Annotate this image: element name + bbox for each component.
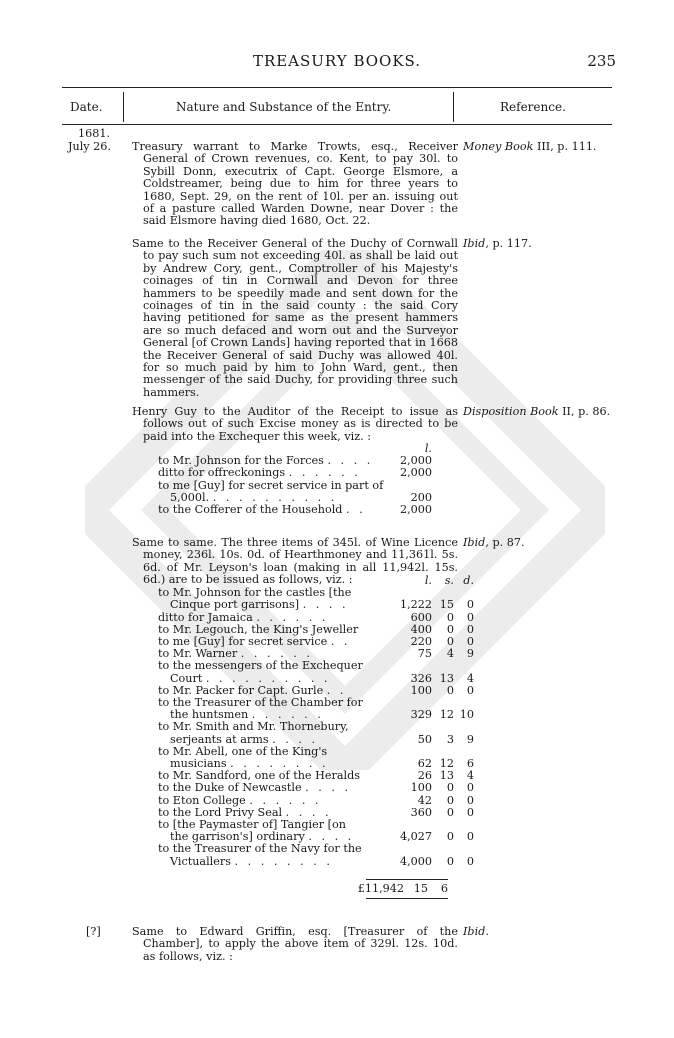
account-item-pounds: 200 xyxy=(410,490,432,504)
account-item-pence: 0 xyxy=(466,598,474,612)
account-item-pence: 9 xyxy=(466,732,474,746)
entry-1-text: Treasury warrant to Marke Trowts, esq., Receiver General of Crown revenues, co. Kent, to pay 30l. to Sybill Donn, executrix of Capt. George Elsmore, a Coldstreamer, being due to him for three years to 1680, Sept. 29, on the rent of 10l. per an. issuing out of a pasture called Warden Downe, near Dover : the said Elsmore having died 1680, Oct. 22. xyxy=(132,140,458,228)
account-item-pounds: 42 xyxy=(417,793,432,807)
account-item-pence: 9 xyxy=(466,647,474,661)
account-item-pence xyxy=(454,660,474,672)
account-row xyxy=(158,504,432,516)
account-item-shillings: 12 xyxy=(439,757,454,771)
column-head-rule xyxy=(62,124,612,125)
account-item-label xyxy=(158,856,390,868)
entry-1-date: July 26. xyxy=(68,140,111,153)
account-item-text: Cinque port garrisons] xyxy=(170,598,300,612)
account-item-shillings: 0 xyxy=(446,793,454,807)
account-item-shillings: 0 xyxy=(446,622,454,636)
entry-5-reference xyxy=(463,926,489,938)
account-item-text: to Mr. Johnson for the Forces xyxy=(158,454,324,468)
entry-3-reference xyxy=(463,406,610,418)
entry-3-reference-book: Disposition Book xyxy=(463,405,559,418)
entry-1-reference-book: Money Book xyxy=(463,140,534,153)
entry-1-year: 1681. xyxy=(78,127,111,140)
entry-3-text: Henry Guy to the Auditor of the Receipt to issue as follows out of such Excise money as is directed to be paid into the Exchequer this week, viz. : xyxy=(132,405,458,443)
unit-pounds: l. xyxy=(424,574,432,587)
account-item-text: to the messengers of the Exchequer xyxy=(158,659,363,673)
dot-leaders: . . . . . . . . xyxy=(230,757,329,771)
entry-5-text: Same to Edward Griffin, esq. [Treasurer of the Chamber], to apply the above item of 329l. 12s. 10d. as follows, viz. : xyxy=(132,925,458,963)
date-column-divider xyxy=(123,92,124,122)
account-item-text: to Mr. Abell, one of the King's xyxy=(158,744,328,758)
dot-leaders: . . . . . . . . . . xyxy=(205,671,331,685)
account-item-pence: 6 xyxy=(466,757,474,771)
account-item-label xyxy=(158,504,390,516)
unit-pence: d. xyxy=(463,574,474,587)
entry-2-reference-book: Ibid xyxy=(463,237,486,250)
account-item-pence: 10 xyxy=(459,708,474,722)
account-item-text: ditto for Jamaica xyxy=(158,610,253,624)
account-item-text: to Mr. Sandford, one of the Heralds xyxy=(158,769,360,783)
account-item-pounds: 326 xyxy=(410,671,432,685)
entry-4-account-table xyxy=(158,575,474,868)
entry-2-reference-page: , p. 117. xyxy=(485,237,532,250)
account-item-pence: 0 xyxy=(466,622,474,636)
total-bottom-rule xyxy=(366,898,448,899)
entry-2-reference xyxy=(463,238,532,250)
account-item-text: to me [Guy] for secret service xyxy=(158,635,328,649)
account-item-shillings xyxy=(432,660,454,672)
entry-3-account-table xyxy=(158,443,432,516)
account-item-text: to [the Paymaster of] Tangier [on xyxy=(158,818,346,832)
reference-column-header: Reference. xyxy=(500,100,566,114)
account-item-pounds xyxy=(390,721,432,733)
date-column-header: Date. xyxy=(70,100,103,114)
account-item-text: to the Lord Privy Seal xyxy=(158,805,283,819)
page-number: 235 xyxy=(587,52,616,70)
entry-5-reference-book: Ibid xyxy=(463,925,486,938)
account-item-pence: 0 xyxy=(466,854,474,868)
account-item-pounds xyxy=(390,660,432,672)
account-item-shillings: 0 xyxy=(446,610,454,624)
dot-leaders: . . xyxy=(330,635,351,649)
entry-5-date: [?] xyxy=(86,925,101,938)
account-item-shillings xyxy=(432,843,454,855)
account-item-pence: 0 xyxy=(466,610,474,624)
account-item-pounds xyxy=(390,843,432,855)
account-item-text: to me [Guy] for secret service in part of xyxy=(158,478,384,492)
entry-4-reference-book: Ibid xyxy=(463,536,486,549)
entry-5-reference-page: . xyxy=(485,925,489,938)
account-item-shillings: 4 xyxy=(446,647,454,661)
account-item-pounds: 600 xyxy=(410,610,432,624)
dot-leaders: . . . . xyxy=(302,598,349,612)
account-item-pounds: 50 xyxy=(417,732,432,746)
dot-leaders: . . . . xyxy=(308,830,355,844)
dot-leaders: . . . . xyxy=(285,805,332,819)
account-item-pence: 0 xyxy=(466,793,474,807)
account-item-pounds: 1,222 xyxy=(399,598,432,612)
unit-pounds: l. xyxy=(424,442,432,455)
dot-leaders: . . . . xyxy=(327,454,374,468)
account-item-text: to Mr. Legouch, the King's Jeweller xyxy=(158,622,359,636)
account-item-text: to Mr. Smith and Mr. Thornebury, xyxy=(158,720,349,734)
account-item-pounds: 100 xyxy=(410,781,432,795)
entry-3-account xyxy=(158,443,432,516)
account-item-text: to Eton College xyxy=(158,793,246,807)
account-item-text: ditto for offreckonings xyxy=(158,466,286,480)
account-item-shillings: 13 xyxy=(439,671,454,685)
account-item-text: serjeants at arms xyxy=(170,732,269,746)
account-item-pounds: 2,000 xyxy=(399,454,432,468)
account-item-shillings: 0 xyxy=(446,854,454,868)
account-item-text: to the Treasurer of the Chamber for xyxy=(158,696,363,710)
dot-leaders: . . . . . . . . xyxy=(234,854,333,868)
nature-column-header: Nature and Substance of the Entry. xyxy=(176,100,392,114)
total-pence: 6 xyxy=(440,882,448,895)
entry-1-reference xyxy=(463,141,597,153)
entry-1-reference-page: III, p. 111. xyxy=(536,140,597,153)
account-item-pounds: 26 xyxy=(417,769,432,783)
account-item-text: to the Treasurer of the Navy for the xyxy=(158,842,362,856)
dot-leaders: . . . . . . xyxy=(249,793,322,807)
account-item-shillings: 13 xyxy=(439,769,454,783)
account-item-pounds: 62 xyxy=(417,757,432,771)
account-item-text: to Mr. Johnson for the castles [the xyxy=(158,586,352,600)
account-item-pence: 4 xyxy=(466,769,474,783)
unit-shillings: s. xyxy=(444,574,454,587)
account-item-pence: 0 xyxy=(466,781,474,795)
dot-leaders: . . . . . . xyxy=(256,610,329,624)
reference-column-divider xyxy=(453,92,454,122)
total-rule xyxy=(366,879,448,880)
account-item-pounds: 400 xyxy=(410,622,432,636)
account-item-pounds: 4,027 xyxy=(399,830,432,844)
account-item-pounds xyxy=(390,480,432,492)
account-item-text: to the Duke of Newcastle xyxy=(158,781,302,795)
account-item-pounds: 329 xyxy=(410,708,432,722)
running-title: TREASURY BOOKS. xyxy=(252,52,422,70)
dot-leaders: . . . . xyxy=(305,781,352,795)
entry-4-account xyxy=(158,575,474,868)
dot-leaders: . . . . . . . . . . xyxy=(212,490,338,504)
dot-leaders: . . . . xyxy=(272,732,319,746)
account-item-pence: 0 xyxy=(466,683,474,697)
entry-4-text: Same to same. The three items of 345l. of Wine Licence money, 236l. 10s. 0d. of Hearthmoney and 11,361l. 5s. 6d. of Mr. Leyson's loan (making in all 11,942l. 15s. 6d.) are to be issued as follows, viz. : xyxy=(132,536,458,587)
account-item-pounds: 4,000 xyxy=(399,854,432,868)
account-item-text: Court xyxy=(170,671,203,685)
dot-leaders: . . . . . . xyxy=(240,647,313,661)
dot-leaders: . . . . . . xyxy=(288,466,361,480)
account-item-text: to Mr. Warner xyxy=(158,647,238,661)
top-rule xyxy=(62,87,612,88)
account-item-shillings: 12 xyxy=(439,708,454,722)
account-item-pence xyxy=(454,721,474,733)
account-item-text: the huntsmen xyxy=(170,708,249,722)
account-item-pounds: 220 xyxy=(410,635,432,649)
account-item-shillings: 0 xyxy=(446,805,454,819)
account-item-text: the garrison's] ordinary xyxy=(170,830,305,844)
account-item-text: musicians xyxy=(170,757,227,771)
account-item-pounds: 75 xyxy=(417,647,432,661)
entry-4-reference-page: , p. 87. xyxy=(485,536,525,549)
dot-leaders: . . xyxy=(346,503,366,517)
total-pounds: £11,942 xyxy=(357,882,404,895)
account-item-pounds: 100 xyxy=(410,683,432,697)
entry-3-reference-page: II, p. 86. xyxy=(562,405,611,418)
account-item-pence: 0 xyxy=(466,635,474,649)
account-item-text: 5,000l. xyxy=(170,490,210,504)
dot-leaders: . . xyxy=(326,683,347,697)
entry-4-reference xyxy=(463,537,525,549)
account-item-shillings: 3 xyxy=(446,732,454,746)
account-item-pounds: 2,000 xyxy=(399,466,432,480)
account-item-pence: 4 xyxy=(466,671,474,685)
account-row xyxy=(158,856,474,868)
account-item-text: to the Cofferer of the Household xyxy=(158,503,343,517)
account-item-shillings: 0 xyxy=(446,635,454,649)
account-item-pounds: 360 xyxy=(410,805,432,819)
account-item-text: Victuallers xyxy=(170,854,231,868)
account-item-text: to Mr. Packer for Capt. Gurle xyxy=(158,683,324,697)
entry-2-text: Same to the Receiver General of the Duchy of Cornwall to pay such sum not exceeding 40l. as shall be laid out by Andrew Cory, gent., Comptroller of his Majesty's coinages of tin in Cornwall and Devon for three hammers to be speedily made and sent down for the coinages of tin in the said county : the said Cory having petitioned for same as the present hammers are so much defaced and worn out and the Surveyor General [of Crown Lands] having reported that in 1668 the Receiver General of said Duchy was allowed 40l. for so much paid by him to John Ward, gent., then messenger of the said Duchy, for providing three such hammers. xyxy=(132,237,458,399)
account-item-pounds: 2,000 xyxy=(399,503,432,517)
account-item-pence xyxy=(454,843,474,855)
account-item-pence: 0 xyxy=(466,805,474,819)
account-item-shillings: 0 xyxy=(446,830,454,844)
account-item-shillings: 0 xyxy=(446,781,454,795)
account-item-shillings xyxy=(432,721,454,733)
total-shillings: 15 xyxy=(413,882,428,895)
dot-leaders: . . . . . . xyxy=(251,708,324,722)
account-item-shillings: 0 xyxy=(446,683,454,697)
account-item-shillings: 15 xyxy=(439,598,454,612)
account-item-pence: 0 xyxy=(466,830,474,844)
